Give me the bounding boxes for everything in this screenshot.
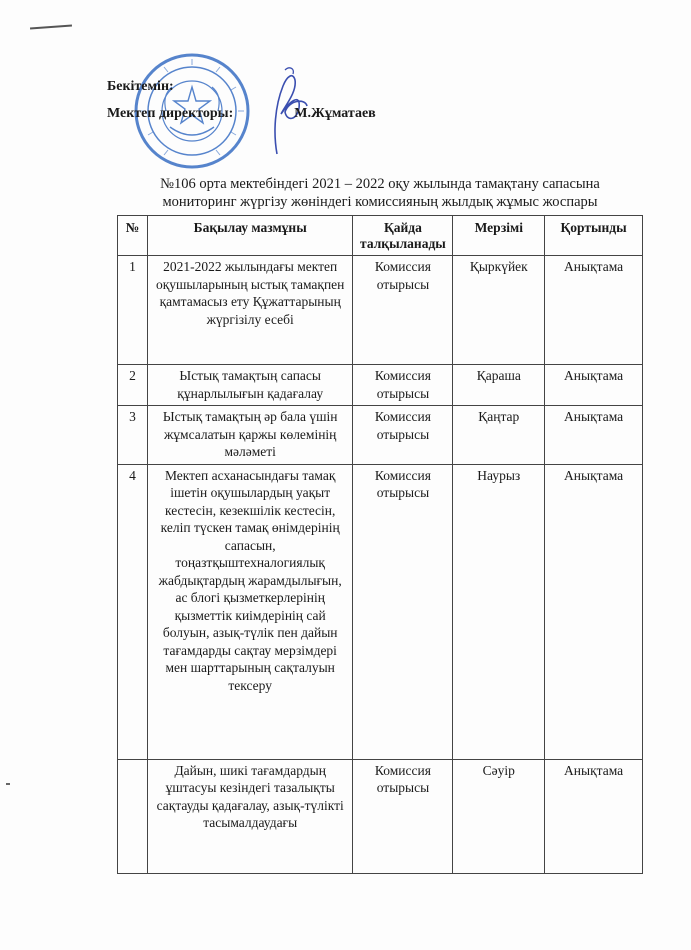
row-where: Комиссия отырысы bbox=[353, 365, 453, 406]
row-number: 4 bbox=[118, 464, 148, 759]
row-result: Анықтама bbox=[545, 464, 643, 759]
header-when: Мерзімі bbox=[453, 216, 545, 256]
row-content: Ыстық тамақтың әр бала үшін жұмсалатын қаржы көлемінің мәләметі bbox=[147, 406, 353, 465]
document-title-line-2: мониторинг жүргізу жөніндегі комиссияның жылдық жұмыс жоспары bbox=[162, 194, 598, 210]
header-result: Қортынды bbox=[545, 216, 643, 256]
table-row bbox=[118, 256, 643, 365]
row-result: Анықтама bbox=[545, 759, 643, 873]
row-content: Ыстық тамақтың сапасы құнарлылығын қадағалау bbox=[147, 365, 353, 406]
header-content: Бақылау мазмұны bbox=[147, 216, 353, 256]
row-when: Қаңтар bbox=[453, 406, 545, 465]
row-where: Комиссия отырысы bbox=[353, 406, 453, 465]
approve-label: Бекітемін: bbox=[107, 79, 174, 94]
row-content: 2021-2022 жылындағы мектеп оқушыларының ыстық тамақпен қамтамасыз ету Құжаттарының жүргізілу есебі bbox=[147, 256, 353, 365]
monitoring-plan-table bbox=[117, 215, 643, 874]
row-where: Комиссия отырысы bbox=[353, 759, 453, 873]
row-content: Мектеп асханасындағы тамақ ішетін оқушылардың уақыт кестесін, кезекшілік кестесін, келіп түскен тамақ өнімдерінің сапасын, тоңазтқыштехналогиялық жабдықтардың жарамдылығын, ас блогі қызметкерлерінің қызметтік киімдерінің сай болуын, азық-түлік пен дайын тағамдарды сақтау мерзімдері мен шарттарының сақталуын тексеру bbox=[147, 464, 353, 759]
scan-edge-mark bbox=[30, 25, 72, 30]
table-row bbox=[118, 406, 643, 465]
row-when: Қараша bbox=[453, 365, 545, 406]
table-row bbox=[118, 365, 643, 406]
row-result: Анықтама bbox=[545, 365, 643, 406]
row-where: Комиссия отырысы bbox=[353, 256, 453, 365]
header-number: № bbox=[118, 216, 148, 256]
row-number: 1 bbox=[118, 256, 148, 365]
table-header-row bbox=[118, 216, 643, 256]
row-number bbox=[118, 759, 148, 873]
table-row bbox=[118, 759, 643, 873]
row-when: Наурыз bbox=[453, 464, 545, 759]
row-where: Комиссия отырысы bbox=[353, 464, 453, 759]
row-number: 3 bbox=[118, 406, 148, 465]
row-result: Анықтама bbox=[545, 256, 643, 365]
row-number: 2 bbox=[118, 365, 148, 406]
director-line bbox=[107, 106, 376, 122]
row-when: Сәуір bbox=[453, 759, 545, 873]
director-name: М.Жұматаев bbox=[294, 106, 376, 121]
table-row bbox=[118, 464, 643, 759]
row-result: Анықтама bbox=[545, 406, 643, 465]
header-where: Қайда талқыланады bbox=[353, 216, 453, 256]
document-title-line-1: №106 орта мектебіндегі 2021 – 2022 оқу жылында тамақтану сапасына bbox=[160, 176, 600, 192]
row-content: Дайын, шикі тағамдардың ұштасуы кезіндегі тазалықты сақтауды қадағалау, азық-түлікті тасымалдаудағы bbox=[147, 759, 353, 873]
row-when: Қыркүйек bbox=[453, 256, 545, 365]
scan-speck bbox=[6, 783, 10, 785]
director-label: Мектеп директоры: bbox=[107, 106, 234, 121]
